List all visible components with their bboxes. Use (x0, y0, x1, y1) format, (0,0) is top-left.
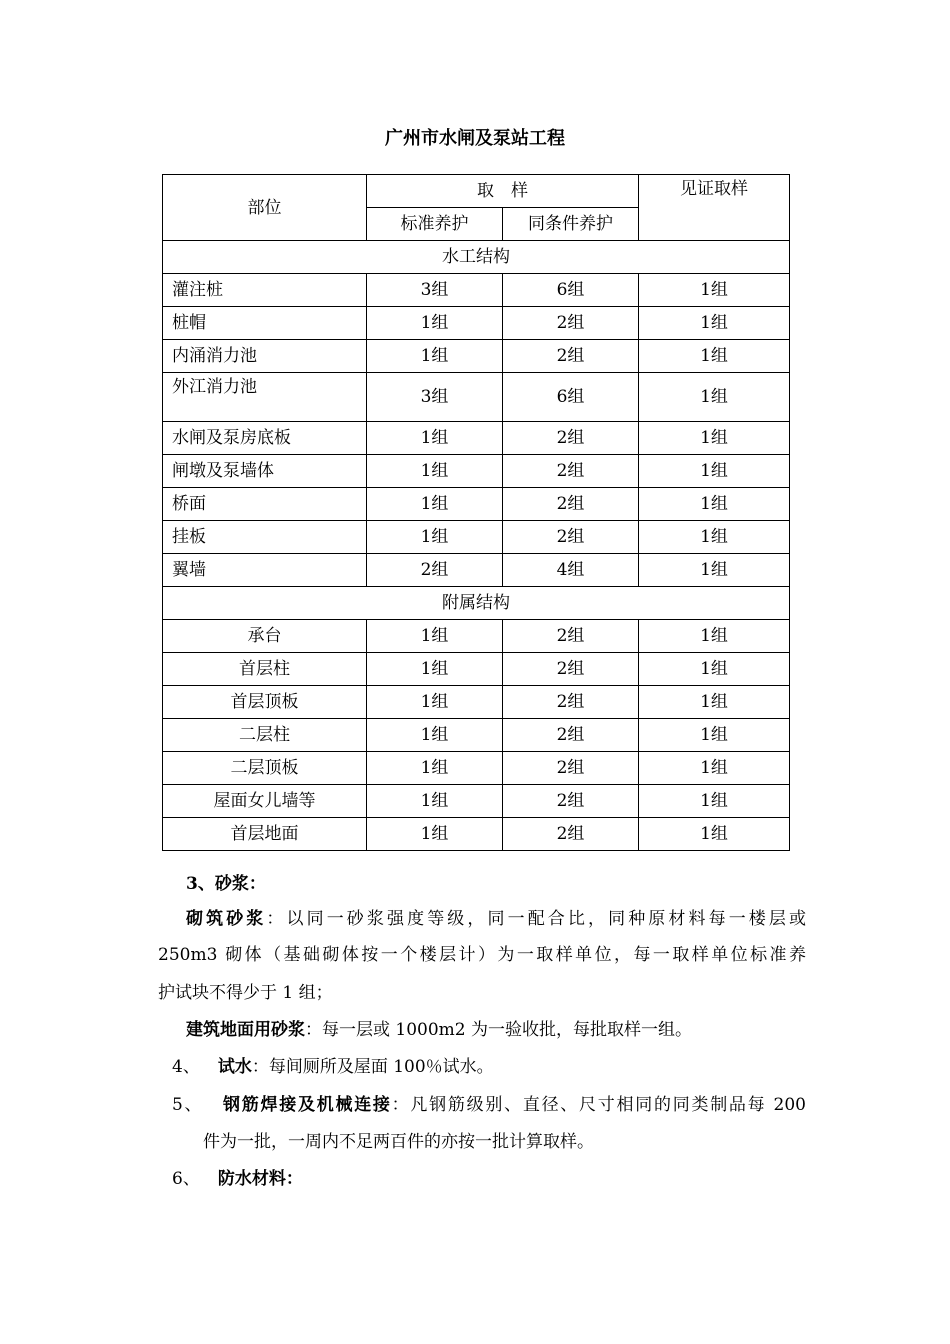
cell-standard: 1组 (367, 752, 503, 785)
item4-line: 4、 试水：每间厕所及屋面 100％试水。 (172, 1057, 494, 1077)
cell-part: 二层顶板 (163, 752, 367, 785)
cell-standard: 1组 (367, 307, 503, 340)
sampling-table (162, 174, 790, 851)
cell-same-condition: 2组 (503, 340, 639, 373)
header-same-condition: 同条件养护 (503, 208, 639, 241)
cell-witness: 1组 (639, 818, 790, 851)
table-row (163, 686, 790, 719)
cell-witness: 1组 (639, 686, 790, 719)
section-heading: 附属结构 (163, 587, 790, 620)
cell-standard: 2组 (367, 554, 503, 587)
cell-standard: 1组 (367, 455, 503, 488)
cell-same-condition: 4组 (503, 554, 639, 587)
cell-part: 挂板 (163, 521, 367, 554)
section-heading: 水工结构 (163, 241, 790, 274)
table-row (163, 818, 790, 851)
table-row (163, 373, 790, 422)
header-standard: 标准养护 (367, 208, 503, 241)
cell-same-condition: 2组 (503, 818, 639, 851)
cell-standard: 1组 (367, 686, 503, 719)
cell-part: 灌注桩 (163, 274, 367, 307)
cell-witness: 1组 (639, 752, 790, 785)
cell-same-condition: 2组 (503, 488, 639, 521)
cell-same-condition: 2组 (503, 686, 639, 719)
cell-witness: 1组 (639, 554, 790, 587)
cell-witness: 1组 (639, 307, 790, 340)
table-row (163, 274, 790, 307)
cell-same-condition: 6组 (503, 373, 639, 422)
cell-part: 桩帽 (163, 307, 367, 340)
table-row (163, 340, 790, 373)
cell-standard: 1组 (367, 653, 503, 686)
cell-same-condition: 2组 (503, 785, 639, 818)
floor-label: 建筑地面用砂浆 (186, 1020, 305, 1040)
cell-same-condition: 6组 (503, 274, 639, 307)
cell-standard: 1组 (367, 521, 503, 554)
cell-witness: 1组 (639, 340, 790, 373)
cell-standard: 1组 (367, 488, 503, 521)
cell-same-condition: 2组 (503, 653, 639, 686)
cell-same-condition: 2组 (503, 307, 639, 340)
cell-standard: 1组 (367, 422, 503, 455)
table-row (163, 422, 790, 455)
cell-witness: 1组 (639, 274, 790, 307)
cell-witness: 1组 (639, 373, 790, 422)
cell-same-condition: 2组 (503, 620, 639, 653)
cell-part: 首层顶板 (163, 686, 367, 719)
cell-same-condition: 2组 (503, 719, 639, 752)
cell-part: 桥面 (163, 488, 367, 521)
cell-standard: 1组 (367, 620, 503, 653)
cell-witness: 1组 (639, 422, 790, 455)
cell-part: 二层柱 (163, 719, 367, 752)
cell-witness: 1组 (639, 620, 790, 653)
cell-witness: 1组 (639, 521, 790, 554)
item5-line2: 件为一批，一周内不足两百件的亦按一批计算取样。 (203, 1132, 594, 1152)
cell-standard: 1组 (367, 818, 503, 851)
cell-standard: 1组 (367, 340, 503, 373)
table-row (163, 620, 790, 653)
cell-part: 首层柱 (163, 653, 367, 686)
cell-part: 闸墩及泵墙体 (163, 455, 367, 488)
cell-witness: 1组 (639, 488, 790, 521)
cell-part: 首层地面 (163, 818, 367, 851)
cell-standard: 1组 (367, 785, 503, 818)
cell-witness: 1组 (639, 719, 790, 752)
cell-part: 外江消力池 (163, 373, 367, 422)
table-row (163, 752, 790, 785)
item6-line: 6、 防水材料： (172, 1169, 303, 1189)
cell-part: 内涌消力池 (163, 340, 367, 373)
table-row (163, 307, 790, 340)
mortar-heading: 3、砂浆： (186, 874, 266, 894)
cell-part: 屋面女儿墙等 (163, 785, 367, 818)
masonry-line2: 250m3 砌体（基础砌体按一个楼层计）为一取样单位，每一取样单位标准养 (158, 945, 806, 965)
cell-same-condition: 2组 (503, 752, 639, 785)
header-part: 部位 (163, 175, 367, 241)
table-row (163, 719, 790, 752)
floor-mortar-line: 建筑地面用砂浆：每一层或 1000m2 为一验收批，每批取样一组。 (186, 1020, 693, 1040)
table-row (163, 488, 790, 521)
cell-part: 水闸及泵房底板 (163, 422, 367, 455)
table-row (163, 653, 790, 686)
header-sampling: 取 样 (367, 175, 639, 208)
cell-same-condition: 2组 (503, 521, 639, 554)
cell-witness: 1组 (639, 455, 790, 488)
cell-standard: 3组 (367, 274, 503, 307)
table-row (163, 521, 790, 554)
table-row (163, 455, 790, 488)
cell-part: 翼墙 (163, 554, 367, 587)
cell-same-condition: 2组 (503, 455, 639, 488)
cell-standard: 1组 (367, 719, 503, 752)
header-witness: 见证取样 (639, 175, 790, 241)
masonry-line3: 护试块不得少于 1 组； (158, 983, 333, 1003)
cell-witness: 1组 (639, 653, 790, 686)
cell-witness: 1组 (639, 785, 790, 818)
cell-same-condition: 2组 (503, 422, 639, 455)
cell-standard: 3组 (367, 373, 503, 422)
masonry-line1: 砌筑砂浆：以同一砂浆强度等级，同一配合比，同种原材料每一楼层或 (186, 909, 807, 929)
item5-line: 5、 钢筋焊接及机械连接：凡钢筋级别、直径、尺寸相同的同类制品每 200 (172, 1095, 806, 1115)
masonry-label: 砌筑砂浆 (186, 909, 267, 929)
page-title: 广州市水闸及泵站工程 (385, 128, 565, 149)
table-row (163, 785, 790, 818)
table-row (163, 554, 790, 587)
cell-part: 承台 (163, 620, 367, 653)
